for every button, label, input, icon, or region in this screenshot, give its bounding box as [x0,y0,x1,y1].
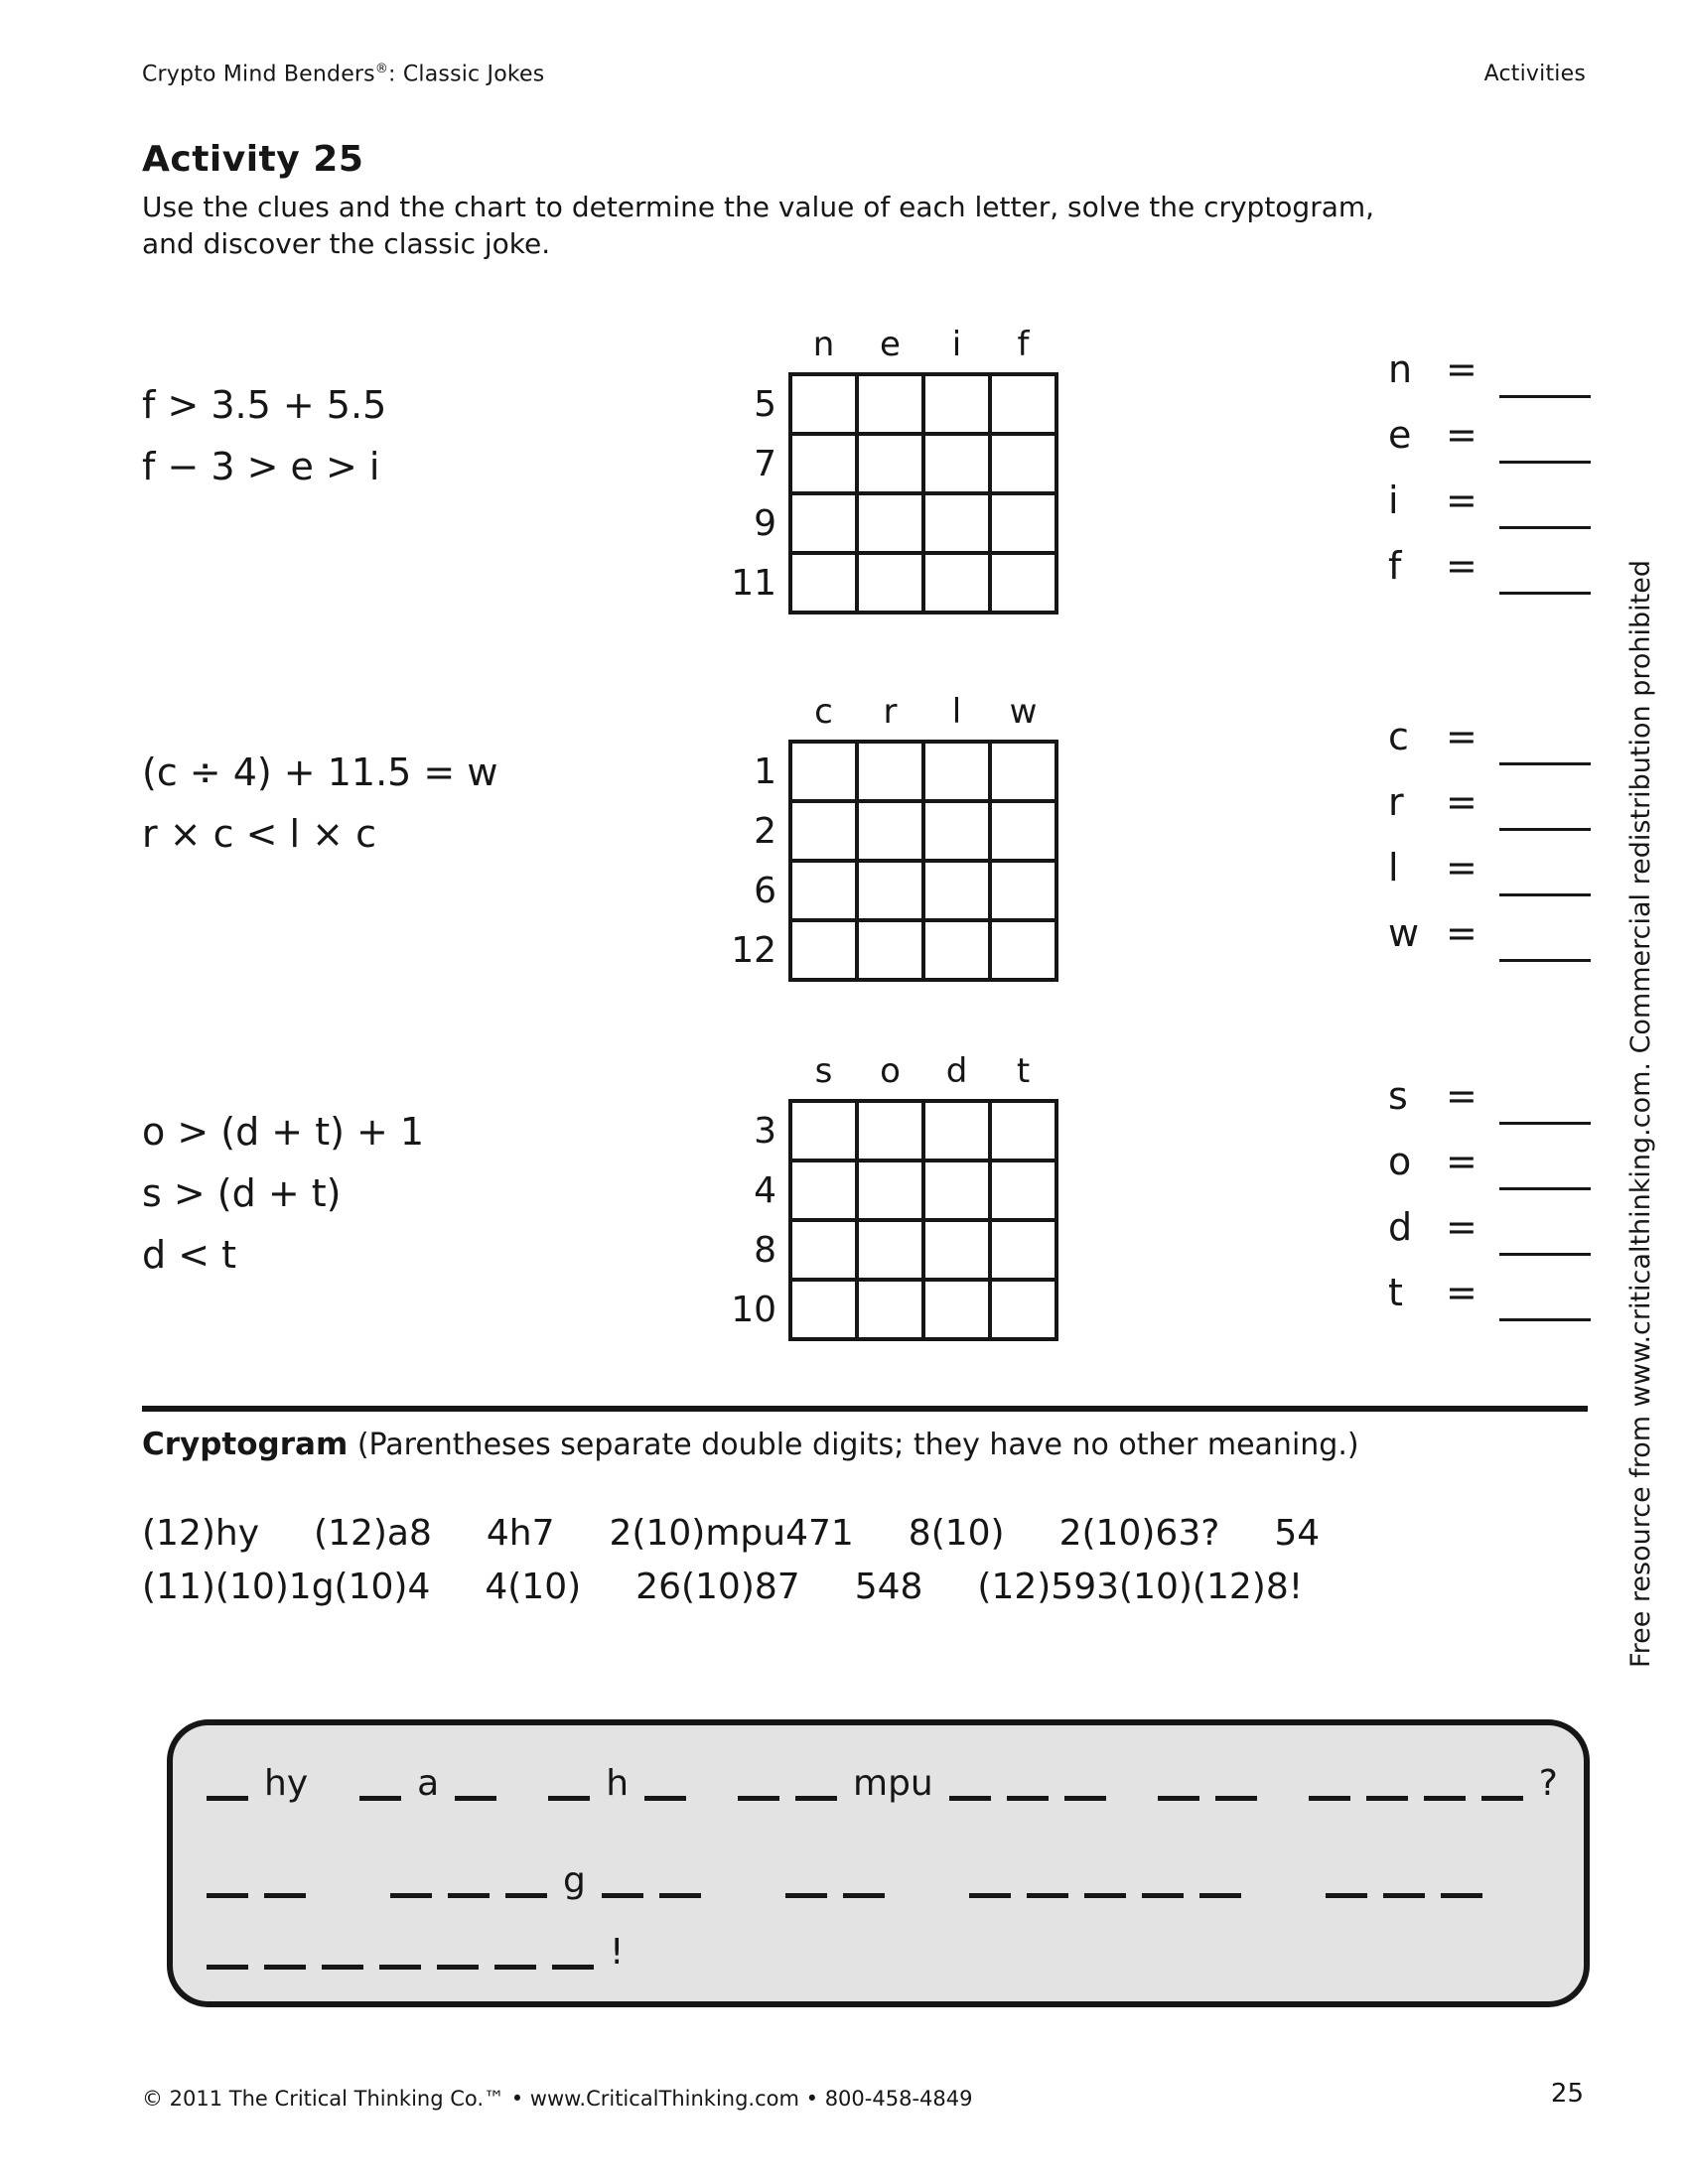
grid-column-header: l [951,692,962,732]
grid-column-header: r [883,692,898,732]
cryptogram-heading-word: Cryptogram [142,1427,349,1462]
answer-blank[interactable] [1499,1253,1591,1256]
clue-text: d < t [142,1233,237,1277]
letter-blank[interactable] [738,1790,779,1801]
grid-cell[interactable] [990,1280,1056,1339]
cryptogram-word: (12)a8 [314,1513,432,1554]
grid-column-header: f [1017,325,1030,364]
grid-column-header: d [945,1051,968,1091]
grid-cell[interactable] [857,434,923,493]
prefilled-letter: a [417,1763,440,1804]
answer-blank[interactable] [1499,1318,1591,1321]
letter-blank[interactable] [1326,1887,1367,1898]
grid-cell[interactable] [790,1101,857,1160]
letter-blank[interactable] [448,1887,490,1898]
footer-credit: © 2011 The Critical Thinking Co.™ • www.CriticalThinking.com • 800-458-4849 [142,2087,973,2111]
grid-cell[interactable] [857,801,923,861]
letter-blank[interactable] [1215,1790,1257,1801]
answer-row [1388,536,1666,602]
section-divider [142,1406,1588,1412]
answer-letter: t [1388,1271,1403,1314]
clue-text: (c ÷ 4) + 11.5 = w [142,751,498,794]
grid-wrap [723,692,1058,982]
grid-row-label: 3 [754,1110,776,1152]
letter-blank[interactable] [548,1790,590,1801]
grid-cell[interactable] [857,742,923,801]
letter-blank[interactable] [207,1959,248,1970]
prefilled-letter: h [606,1763,630,1804]
letter-blank[interactable] [1007,1790,1049,1801]
grid-row-label: 4 [754,1169,776,1211]
grid-cell[interactable] [923,1280,990,1339]
grid-row-label: 9 [754,502,776,544]
answer-word-group [390,1860,701,1901]
equals-sign: = [1446,846,1477,889]
letter-blank[interactable] [949,1790,991,1801]
grid-row-label: 2 [754,810,776,852]
cryptogram-word: 2(10)mpu471 [609,1513,854,1554]
answer-blank[interactable] [1499,959,1591,962]
grid-row-label: 12 [731,929,776,971]
page-title: Activity 25 [142,139,364,180]
header-left [142,62,544,86]
answers [1388,340,1666,602]
answer-word-group [359,1763,496,1804]
answer-letter: o [1388,1140,1412,1183]
equals-sign: = [1446,1205,1477,1249]
equals-sign: = [1446,544,1477,588]
equals-sign: = [1446,413,1477,457]
letter-blank[interactable] [437,1959,479,1970]
grid-row-label: 6 [754,870,776,911]
clues [142,1101,424,1286]
grid-cell[interactable] [857,1101,923,1160]
grid-cell[interactable] [857,1220,923,1280]
sidebar-vertical-note: Free resource from www.criticalthinking.com. Commercial redistribution prohibited [1625,560,1656,1668]
crypto-grid [723,1051,1058,1341]
header-brand: Crypto Mind Benders [142,62,375,87]
grid-cell[interactable] [990,493,1056,553]
cryptogram-word: (12)hy [142,1513,260,1554]
grid-column-header: i [951,325,962,364]
cryptogram-line-2 [142,1567,1303,1607]
grid-cell[interactable] [923,1220,990,1280]
grid-cell[interactable] [790,1160,857,1220]
grid-cell[interactable] [857,861,923,920]
letter-blank[interactable] [602,1887,643,1898]
cryptogram-word: 54 [1274,1513,1321,1554]
answer-blank[interactable] [1499,1187,1591,1190]
cryptogram-word: 2(10)63? [1058,1513,1220,1554]
grid-row-label: 8 [754,1229,776,1271]
grid-cell[interactable] [790,493,857,553]
letter-blank[interactable] [1064,1790,1106,1801]
letter-blank[interactable] [1084,1887,1126,1898]
clue-text: f > 3.5 + 5.5 [142,383,387,427]
prefilled-letter: hy [264,1763,309,1804]
letter-blank[interactable] [1027,1887,1068,1898]
answer-letter: s [1388,1074,1408,1118]
answer-blank[interactable] [1499,893,1591,896]
letter-blank[interactable] [795,1790,837,1801]
letter-blank[interactable] [1481,1790,1523,1801]
equals-sign: = [1446,715,1477,758]
cryptogram-line-1 [142,1513,1320,1554]
grid-cell[interactable] [857,374,923,434]
grid-column-header: t [1016,1051,1031,1091]
answers [1388,1066,1666,1328]
grid-row-label: 10 [731,1289,776,1330]
grid-cell[interactable] [923,801,990,861]
letter-blank[interactable] [843,1887,885,1898]
equals-sign: = [1446,1074,1477,1118]
grid-column-header: e [880,325,901,364]
equals-sign: = [1446,1140,1477,1183]
grid-cell[interactable] [790,374,857,434]
instructions-line-2: and discover the classic joke. [142,227,551,260]
answer-word-group [1326,1860,1482,1901]
equals-sign: = [1446,1271,1477,1314]
letter-blank[interactable] [207,1790,248,1801]
registered-mark: ® [374,62,389,76]
grid-column-header: s [814,1051,833,1091]
answer-letter: i [1388,478,1399,522]
puzzle-section-1 [0,325,1688,652]
equals-sign: = [1446,911,1477,955]
answer-word-group [1309,1763,1558,1804]
grid-cell[interactable] [990,742,1056,801]
grid-row-label: 1 [754,751,776,792]
cryptogram-word: (12)593(10)(12)8! [977,1567,1304,1607]
grid-cell[interactable] [923,493,990,553]
grid-column-header: c [814,692,833,732]
answer-row [1388,1197,1666,1263]
answer-word-group [548,1763,686,1804]
grid-cell[interactable] [990,801,1056,861]
answers [1388,707,1666,969]
letter-blank[interactable] [1309,1790,1350,1801]
letter-blank[interactable] [659,1887,701,1898]
equals-sign: = [1446,780,1477,824]
letter-blank[interactable] [1383,1887,1425,1898]
answer-letter: f [1388,544,1402,588]
prefilled-letter: ! [610,1932,625,1973]
cryptogram-word: (11)(10)1g(10)4 [142,1567,431,1607]
grid-row-label: 7 [754,443,776,484]
grid-cell[interactable] [790,553,857,613]
letter-blank[interactable] [455,1790,496,1801]
letter-blank[interactable] [494,1959,536,1970]
answer-box [167,1719,1590,2007]
letter-blank[interactable] [390,1887,432,1898]
grid-corner-spacer [723,692,790,742]
cryptogram-word: 8(10) [908,1513,1005,1554]
letter-blank[interactable] [1158,1790,1199,1801]
grid-cell[interactable] [990,374,1056,434]
grid-corner-spacer [723,325,790,374]
cryptogram-heading-note: (Parentheses separate double digits; they have no other meaning.) [356,1428,1359,1462]
prefilled-letter: ? [1538,1763,1558,1804]
grid-cell[interactable] [923,920,990,980]
answer-word-group [785,1860,885,1901]
grid-row-label: 11 [731,562,776,604]
answer-box-line-1 [207,1763,1610,1804]
cryptogram-word: 4(10) [485,1567,582,1607]
grid-cell[interactable] [790,742,857,801]
grid-cell[interactable] [923,434,990,493]
crypto-grid [723,692,1058,982]
letter-blank[interactable] [785,1887,827,1898]
grid-cell[interactable] [790,920,857,980]
answer-blank[interactable] [1499,395,1591,398]
answer-row [1388,838,1666,903]
equals-sign: = [1446,347,1477,391]
grid-column-header: o [880,1051,901,1091]
grid-cell[interactable] [990,1160,1056,1220]
grid-cell[interactable] [923,374,990,434]
answer-letter: c [1388,715,1409,758]
grid-column-header: n [812,325,835,364]
answer-letter: r [1388,780,1404,824]
puzzle-section-2 [0,692,1688,1020]
grid-cell[interactable] [790,1220,857,1280]
clue-text: r × c < l × c [142,812,376,856]
answer-word-group [969,1860,1241,1901]
page-number: 25 [1550,2079,1584,2109]
grid-cell[interactable] [857,553,923,613]
answer-box-line-3 [207,1932,708,1973]
grid-cell[interactable] [990,920,1056,980]
header-subtitle: : Classic Jokes [388,62,545,87]
clues [142,742,497,865]
grid-cell[interactable] [923,1160,990,1220]
puzzle-section-3 [0,1051,1688,1379]
answer-row [1388,1132,1666,1197]
letter-blank[interactable] [644,1790,686,1801]
answer-row [1388,1263,1666,1328]
letter-blank[interactable] [1199,1887,1241,1898]
letter-blank[interactable] [264,1887,306,1898]
answer-word-group [738,1763,1106,1804]
answer-blank[interactable] [1499,592,1591,595]
grid-cell[interactable] [990,1101,1056,1160]
answer-word-group [1158,1763,1257,1804]
letter-blank[interactable] [1366,1790,1408,1801]
grid-corner-spacer [723,1051,790,1101]
answer-row [1388,471,1666,536]
cryptogram-heading [142,1427,1359,1462]
grid-wrap [723,1051,1058,1341]
letter-blank[interactable] [1142,1887,1184,1898]
grid-cell[interactable] [790,1280,857,1339]
answer-blank[interactable] [1499,762,1591,765]
grid-cell[interactable] [923,553,990,613]
grid-cell[interactable] [923,861,990,920]
equals-sign: = [1446,478,1477,522]
grid-cell[interactable] [857,1160,923,1220]
answer-letter: e [1388,413,1412,457]
clues [142,374,386,497]
letter-blank[interactable] [322,1959,363,1970]
answer-row [1388,1066,1666,1132]
prefilled-letter: g [563,1860,586,1901]
answer-row [1388,772,1666,838]
instructions [142,189,1512,262]
letter-blank[interactable] [264,1959,306,1970]
answer-row [1388,903,1666,969]
grid-cell[interactable] [990,553,1056,613]
grid-cell[interactable] [790,434,857,493]
grid-cell[interactable] [923,742,990,801]
answer-row [1388,340,1666,405]
letter-blank[interactable] [207,1887,248,1898]
answer-letter: w [1388,911,1420,955]
letter-blank[interactable] [552,1959,594,1970]
answer-word-group [207,1860,306,1901]
letter-blank[interactable] [505,1887,547,1898]
letter-blank[interactable] [359,1790,401,1801]
answer-blank[interactable] [1499,526,1591,529]
grid-cell[interactable] [790,801,857,861]
clue-text: s > (d + t) [142,1171,342,1215]
letter-blank[interactable] [969,1887,1011,1898]
answer-box-line-2 [207,1860,1567,1901]
clue-text: o > (d + t) + 1 [142,1110,425,1154]
answer-letter: d [1388,1205,1413,1249]
letter-blank[interactable] [1441,1887,1482,1898]
crypto-grid [723,325,1058,614]
answer-row [1388,405,1666,471]
grid-cell[interactable] [857,920,923,980]
cryptogram-word: 26(10)87 [635,1567,800,1607]
grid-cell[interactable] [990,1220,1056,1280]
grid-cell[interactable] [857,1280,923,1339]
answer-blank[interactable] [1499,828,1591,831]
prefilled-letter: mpu [853,1763,933,1804]
grid-column-header: w [1009,692,1038,732]
answer-word-group [207,1932,624,1973]
letter-blank[interactable] [1424,1790,1466,1801]
clue-text: f − 3 > e > i [142,445,380,488]
grid-row-label: 5 [754,383,776,425]
answer-blank[interactable] [1499,461,1591,464]
instructions-line-1: Use the clues and the chart to determine the value of each letter, solve the cryptogram, [142,191,1375,223]
answer-blank[interactable] [1499,1122,1591,1125]
answer-word-group [207,1763,308,1804]
answer-letter: l [1388,846,1399,889]
grid-cell[interactable] [923,1101,990,1160]
answer-letter: n [1388,347,1413,391]
header-right: Activities [1483,62,1586,86]
grid-cell[interactable] [790,861,857,920]
grid-wrap [723,325,1058,614]
grid-cell[interactable] [857,493,923,553]
grid-cell[interactable] [990,434,1056,493]
cryptogram-word: 548 [854,1567,923,1607]
grid-cell[interactable] [990,861,1056,920]
answer-row [1388,707,1666,772]
letter-blank[interactable] [379,1959,421,1970]
cryptogram-word: 4h7 [486,1513,555,1554]
